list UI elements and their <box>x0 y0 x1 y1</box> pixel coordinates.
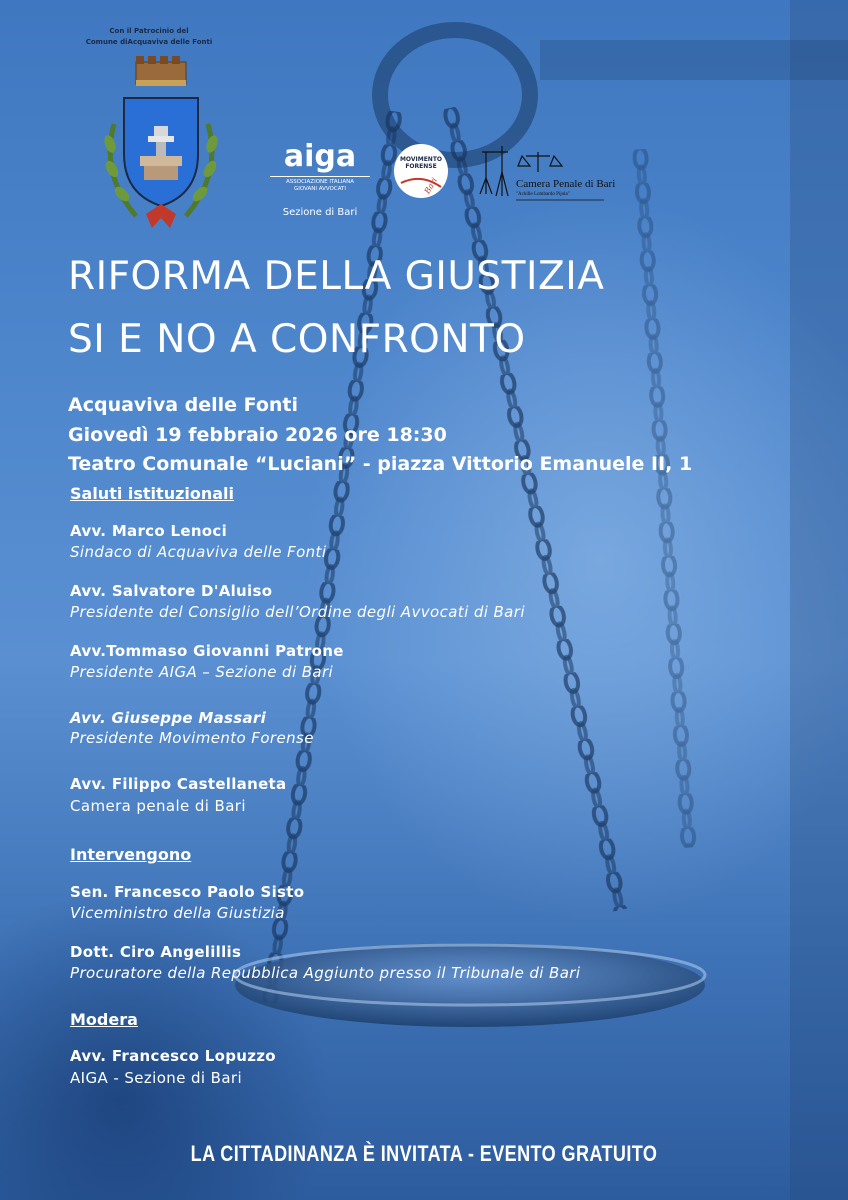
aiga-logo <box>270 140 370 232</box>
speaker-name: Avv.Tommaso Giovanni Patrone <box>70 642 344 660</box>
speaker-role: Camera penale di Bari <box>70 797 246 815</box>
speaker-role: Procuratore della Repubblica Aggiunto presso il Tribunale di Bari <box>70 964 581 982</box>
mf-line-1: MOVIMENTO <box>399 156 443 163</box>
title-line-2: SI E NO A CONFRONTO <box>68 317 526 362</box>
speaker-role: Viceministro della Giustizia <box>70 904 285 922</box>
speaker-name: Avv. Marco Lenoci <box>70 522 228 540</box>
mf-line-2: FORENSE <box>405 163 437 170</box>
speaker-role: AIGA - Sezione di Bari <box>70 1069 243 1087</box>
aiga-subtitle-line-2: GIOVANI AVVOCATI <box>293 186 347 192</box>
event-date: Giovedì 19 febbraio 2026 ore 18:30 <box>68 424 447 446</box>
speaker-role: Presidente AIGA – Sezione di Bari <box>70 663 334 681</box>
aiga-section: Sezione di Bari <box>282 207 358 218</box>
speaker-role: Presidente Movimento Forense <box>70 729 314 747</box>
title-line-1: RIFORMA DELLA GIUSTIZIA <box>68 254 605 299</box>
modera-heading: Modera <box>70 1010 138 1029</box>
movimento-forense-logo <box>393 143 449 199</box>
speaker-name: Avv. Francesco Lopuzzo <box>70 1047 276 1065</box>
camera-penale-subtitle: "Achille Lombardo Pijola" <box>516 192 570 197</box>
camera-penale-name: Camera Penale di Bari <box>516 178 616 190</box>
event-venue: Teatro Comunale “Luciani” - piazza Vittorio Emanuele II, 1 <box>68 453 693 475</box>
speaker-name: Avv. Filippo Castellaneta <box>70 775 287 793</box>
patronage-caption <box>80 26 218 48</box>
aiga-wordmark: aiga <box>283 139 357 174</box>
movimento-forense-badge-icon <box>393 143 449 199</box>
patronage-line-2: Comune diAcquaviva delle Fonti <box>85 38 213 46</box>
event-place: Acquaviva delle Fonti <box>68 394 299 416</box>
footer-invitation: LA CITTADINANZA È INVITATA - EVENTO GRATUITO <box>190 1141 658 1166</box>
mf-city: Bari <box>422 176 439 196</box>
acquaviva-coat-of-arms-logo <box>96 54 226 232</box>
speaker-role: Sindaco di Acquaviva delle Fonti <box>70 543 327 561</box>
intervengono-heading: Intervengono <box>70 845 192 864</box>
speaker-name: Dott. Ciro Angelillis <box>70 943 242 961</box>
speaker-name: Avv. Salvatore D'Aluiso <box>70 582 273 600</box>
speaker-name: Sen. Francesco Paolo Sisto <box>70 883 305 901</box>
speaker-role: Presidente del Consiglio dell’Ordine degli Avvocati di Bari <box>70 603 525 621</box>
aiga-subtitle-line-1: ASSOCIAZIONE ITALIANA <box>286 179 354 185</box>
aiga-subtitle <box>270 176 370 193</box>
speaker-name: Avv. Giuseppe Massari <box>70 709 267 727</box>
saluti-heading: Saluti istituzionali <box>70 484 235 503</box>
patronage-line-1: Con il Patrocinio del <box>109 27 189 35</box>
